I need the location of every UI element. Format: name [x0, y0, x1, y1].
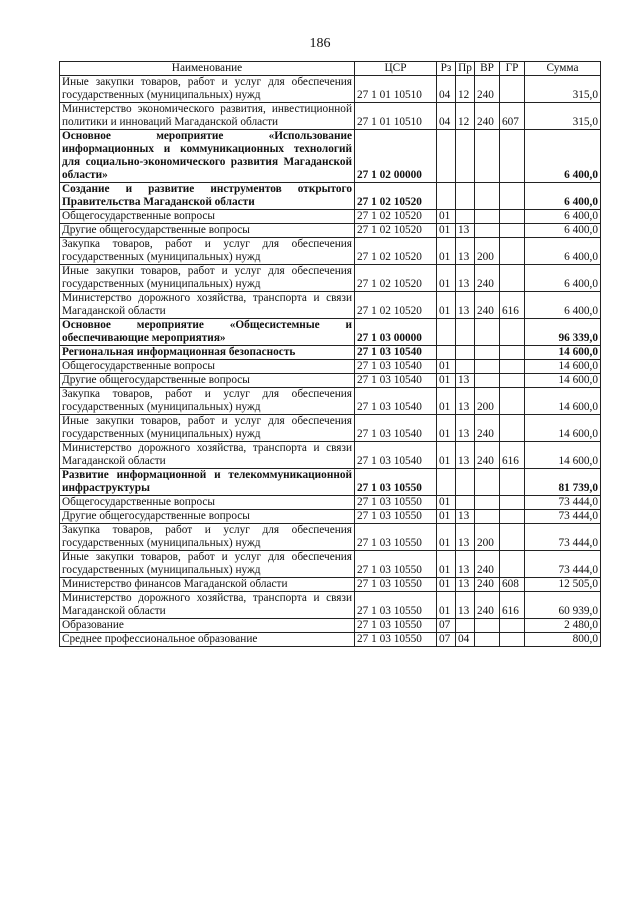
- cell-sum: 315,0: [525, 76, 601, 103]
- cell-gr: [500, 551, 525, 578]
- cell-vr: [475, 224, 500, 238]
- table-row: [60, 510, 601, 524]
- cell-rz: 01: [437, 551, 456, 578]
- cell-rz: [437, 183, 456, 210]
- table-row: [60, 633, 601, 647]
- cell-sum: 14 600,0: [525, 374, 601, 388]
- cell-name: Другие общегосударственные вопросы: [60, 374, 355, 388]
- cell-name: Иные закупки товаров, работ и услуг для обеспечения государственных (муниципальных) нужд: [60, 265, 355, 292]
- cell-csr: 27 1 02 10520: [355, 183, 437, 210]
- cell-sum: 2 480,0: [525, 619, 601, 633]
- table-row: [60, 524, 601, 551]
- table-row: [60, 130, 601, 183]
- table-row: [60, 551, 601, 578]
- cell-pr: 13: [456, 292, 475, 319]
- cell-gr: [500, 76, 525, 103]
- cell-csr: 27 1 03 10550: [355, 496, 437, 510]
- cell-gr: [500, 224, 525, 238]
- cell-rz: 01: [437, 388, 456, 415]
- cell-name: Общегосударственные вопросы: [60, 496, 355, 510]
- cell-rz: 01: [437, 496, 456, 510]
- cell-rz: [437, 469, 456, 496]
- cell-vr: [475, 210, 500, 224]
- cell-csr: 27 1 01 10510: [355, 103, 437, 130]
- cell-sum: 6 400,0: [525, 210, 601, 224]
- cell-vr: 240: [475, 76, 500, 103]
- cell-sum: 6 400,0: [525, 238, 601, 265]
- cell-name: Развитие информационной и телекоммуникационной инфраструктуры: [60, 469, 355, 496]
- cell-vr: [475, 619, 500, 633]
- cell-csr: 27 1 03 10550: [355, 619, 437, 633]
- cell-vr: [475, 374, 500, 388]
- cell-name: Основное мероприятие «Использование информационных и коммуникационных технологий для социально-экономического развития Магаданской области»: [60, 130, 355, 183]
- cell-vr: [475, 510, 500, 524]
- cell-csr: 27 1 03 10550: [355, 510, 437, 524]
- cell-sum: 14 600,0: [525, 346, 601, 360]
- cell-vr: [475, 496, 500, 510]
- cell-vr: [475, 633, 500, 647]
- cell-vr: 200: [475, 388, 500, 415]
- cell-rz: 01: [437, 238, 456, 265]
- table-row: [60, 346, 601, 360]
- cell-name: Общегосударственные вопросы: [60, 210, 355, 224]
- cell-sum: 6 400,0: [525, 292, 601, 319]
- cell-name: Министерство экономического развития, инвестиционной политики и инноваций Магаданской области: [60, 103, 355, 130]
- cell-name: Региональная информационная безопасность: [60, 346, 355, 360]
- header-pr: Пр: [456, 62, 475, 76]
- cell-sum: 6 400,0: [525, 265, 601, 292]
- cell-sum: 81 739,0: [525, 469, 601, 496]
- cell-pr: 04: [456, 633, 475, 647]
- cell-sum: 800,0: [525, 633, 601, 647]
- cell-csr: 27 1 02 10520: [355, 238, 437, 265]
- cell-pr: 13: [456, 265, 475, 292]
- table-row: [60, 238, 601, 265]
- cell-csr: 27 1 02 00000: [355, 130, 437, 183]
- cell-sum: 12 505,0: [525, 578, 601, 592]
- cell-name: Создание и развитие инструментов открытого Правительства Магаданской области: [60, 183, 355, 210]
- cell-rz: 01: [437, 374, 456, 388]
- cell-gr: [500, 265, 525, 292]
- cell-name: Общегосударственные вопросы: [60, 360, 355, 374]
- cell-name: Министерство дорожного хозяйства, транспорта и связи Магаданской области: [60, 292, 355, 319]
- cell-rz: 01: [437, 265, 456, 292]
- cell-csr: 27 1 02 10520: [355, 292, 437, 319]
- table-body: [60, 76, 601, 647]
- cell-csr: 27 1 03 10550: [355, 592, 437, 619]
- cell-gr: [500, 388, 525, 415]
- cell-csr: 27 1 03 10540: [355, 346, 437, 360]
- table-header-row: [60, 62, 601, 76]
- header-csr: ЦСР: [355, 62, 437, 76]
- cell-gr: [500, 633, 525, 647]
- page-number: 186: [309, 36, 331, 51]
- cell-sum: 73 444,0: [525, 551, 601, 578]
- cell-name: Министерство дорожного хозяйства, транспорта и связи Магаданской области: [60, 442, 355, 469]
- cell-name: Закупка товаров, работ и услуг для обеспечения государственных (муниципальных) нужд: [60, 238, 355, 265]
- cell-vr: 240: [475, 292, 500, 319]
- cell-vr: 240: [475, 578, 500, 592]
- cell-sum: 6 400,0: [525, 224, 601, 238]
- cell-sum: 14 600,0: [525, 442, 601, 469]
- cell-pr: [456, 319, 475, 346]
- table-row: [60, 360, 601, 374]
- table-row: [60, 415, 601, 442]
- cell-gr: 607: [500, 103, 525, 130]
- cell-vr: 240: [475, 103, 500, 130]
- cell-gr: [500, 415, 525, 442]
- cell-sum: 96 339,0: [525, 319, 601, 346]
- cell-name: Другие общегосударственные вопросы: [60, 510, 355, 524]
- cell-pr: 13: [456, 415, 475, 442]
- cell-name: Другие общегосударственные вопросы: [60, 224, 355, 238]
- cell-pr: 13: [456, 524, 475, 551]
- cell-vr: [475, 130, 500, 183]
- table-row: [60, 442, 601, 469]
- cell-rz: 01: [437, 292, 456, 319]
- cell-csr: 27 1 03 10550: [355, 578, 437, 592]
- cell-name: Иные закупки товаров, работ и услуг для обеспечения государственных (муниципальных) нужд: [60, 551, 355, 578]
- cell-pr: [456, 360, 475, 374]
- cell-csr: 27 1 02 10520: [355, 224, 437, 238]
- table-row: [60, 592, 601, 619]
- header-vr: ВР: [475, 62, 500, 76]
- cell-pr: 13: [456, 374, 475, 388]
- cell-pr: 12: [456, 103, 475, 130]
- cell-csr: 27 1 03 00000: [355, 319, 437, 346]
- cell-gr: [500, 510, 525, 524]
- cell-pr: [456, 183, 475, 210]
- table-row: [60, 619, 601, 633]
- cell-sum: 14 600,0: [525, 360, 601, 374]
- cell-name: Основное мероприятие «Общесистемные и обеспечивающие мероприятия»: [60, 319, 355, 346]
- cell-gr: 616: [500, 292, 525, 319]
- cell-sum: 14 600,0: [525, 388, 601, 415]
- cell-vr: 200: [475, 238, 500, 265]
- cell-rz: [437, 319, 456, 346]
- cell-pr: 13: [456, 224, 475, 238]
- cell-vr: 240: [475, 415, 500, 442]
- cell-csr: 27 1 03 10550: [355, 551, 437, 578]
- table-row: [60, 319, 601, 346]
- cell-csr: 27 1 01 10510: [355, 76, 437, 103]
- cell-vr: [475, 469, 500, 496]
- cell-pr: 13: [456, 510, 475, 524]
- cell-sum: 6 400,0: [525, 130, 601, 183]
- table-row: [60, 388, 601, 415]
- cell-csr: 27 1 03 10550: [355, 524, 437, 551]
- cell-rz: 01: [437, 360, 456, 374]
- cell-gr: [500, 496, 525, 510]
- cell-gr: [500, 238, 525, 265]
- cell-csr: 27 1 03 10550: [355, 469, 437, 496]
- cell-rz: 07: [437, 633, 456, 647]
- cell-pr: [456, 496, 475, 510]
- cell-vr: [475, 360, 500, 374]
- cell-rz: 01: [437, 224, 456, 238]
- cell-vr: 240: [475, 551, 500, 578]
- table-row: [60, 578, 601, 592]
- cell-rz: 01: [437, 510, 456, 524]
- table-row: [60, 210, 601, 224]
- cell-csr: 27 1 02 10520: [355, 265, 437, 292]
- cell-rz: 01: [437, 578, 456, 592]
- table-row: [60, 76, 601, 103]
- cell-vr: [475, 319, 500, 346]
- cell-name: Среднее профессиональное образование: [60, 633, 355, 647]
- cell-name: Иные закупки товаров, работ и услуг для обеспечения государственных (муниципальных) нужд: [60, 415, 355, 442]
- cell-gr: [500, 619, 525, 633]
- cell-name: Иные закупки товаров, работ и услуг для обеспечения государственных (муниципальных) нужд: [60, 76, 355, 103]
- header-name: Наименование: [60, 62, 355, 76]
- cell-rz: 01: [437, 442, 456, 469]
- cell-gr: [500, 374, 525, 388]
- table-row: [60, 224, 601, 238]
- table-row: [60, 496, 601, 510]
- cell-pr: 12: [456, 76, 475, 103]
- cell-pr: 13: [456, 388, 475, 415]
- cell-pr: [456, 346, 475, 360]
- cell-pr: 13: [456, 578, 475, 592]
- cell-name: Закупка товаров, работ и услуг для обеспечения государственных (муниципальных) нужд: [60, 524, 355, 551]
- cell-gr: [500, 524, 525, 551]
- cell-pr: 13: [456, 551, 475, 578]
- cell-pr: 13: [456, 238, 475, 265]
- cell-name: Министерство финансов Магаданской области: [60, 578, 355, 592]
- cell-sum: 6 400,0: [525, 183, 601, 210]
- cell-csr: 27 1 03 10550: [355, 633, 437, 647]
- cell-sum: 60 939,0: [525, 592, 601, 619]
- cell-rz: 01: [437, 592, 456, 619]
- cell-gr: [500, 360, 525, 374]
- cell-gr: [500, 346, 525, 360]
- cell-vr: 240: [475, 265, 500, 292]
- cell-rz: 04: [437, 76, 456, 103]
- table-row: [60, 469, 601, 496]
- cell-vr: [475, 346, 500, 360]
- cell-vr: 240: [475, 442, 500, 469]
- table-row: [60, 103, 601, 130]
- cell-rz: 01: [437, 210, 456, 224]
- cell-rz: [437, 346, 456, 360]
- cell-sum: 73 444,0: [525, 524, 601, 551]
- table-row: [60, 292, 601, 319]
- cell-name: Закупка товаров, работ и услуг для обеспечения государственных (муниципальных) нужд: [60, 388, 355, 415]
- table-row: [60, 374, 601, 388]
- cell-rz: 01: [437, 524, 456, 551]
- cell-rz: [437, 130, 456, 183]
- cell-vr: 200: [475, 524, 500, 551]
- cell-gr: [500, 183, 525, 210]
- cell-name: Образование: [60, 619, 355, 633]
- cell-pr: [456, 210, 475, 224]
- cell-pr: [456, 469, 475, 496]
- cell-gr: [500, 469, 525, 496]
- cell-sum: 73 444,0: [525, 510, 601, 524]
- cell-pr: 13: [456, 592, 475, 619]
- cell-csr: 27 1 03 10540: [355, 388, 437, 415]
- cell-gr: 608: [500, 578, 525, 592]
- cell-rz: 07: [437, 619, 456, 633]
- cell-vr: [475, 183, 500, 210]
- cell-csr: 27 1 03 10540: [355, 360, 437, 374]
- header-sum: Сумма: [525, 62, 601, 76]
- cell-csr: 27 1 03 10540: [355, 415, 437, 442]
- cell-gr: [500, 130, 525, 183]
- cell-csr: 27 1 03 10540: [355, 442, 437, 469]
- budget-table: [59, 61, 601, 647]
- table-row: [60, 183, 601, 210]
- cell-gr: [500, 210, 525, 224]
- cell-rz: 01: [437, 415, 456, 442]
- table-row: [60, 265, 601, 292]
- cell-sum: 315,0: [525, 103, 601, 130]
- cell-gr: 616: [500, 442, 525, 469]
- cell-csr: 27 1 03 10540: [355, 374, 437, 388]
- cell-sum: 73 444,0: [525, 496, 601, 510]
- header-rz: Рз: [437, 62, 456, 76]
- cell-pr: [456, 619, 475, 633]
- cell-gr: 616: [500, 592, 525, 619]
- cell-gr: [500, 319, 525, 346]
- cell-pr: 13: [456, 442, 475, 469]
- cell-vr: 240: [475, 592, 500, 619]
- cell-csr: 27 1 02 10520: [355, 210, 437, 224]
- cell-sum: 14 600,0: [525, 415, 601, 442]
- cell-pr: [456, 130, 475, 183]
- cell-name: Министерство дорожного хозяйства, транспорта и связи Магаданской области: [60, 592, 355, 619]
- header-gr: ГР: [500, 62, 525, 76]
- cell-rz: 04: [437, 103, 456, 130]
